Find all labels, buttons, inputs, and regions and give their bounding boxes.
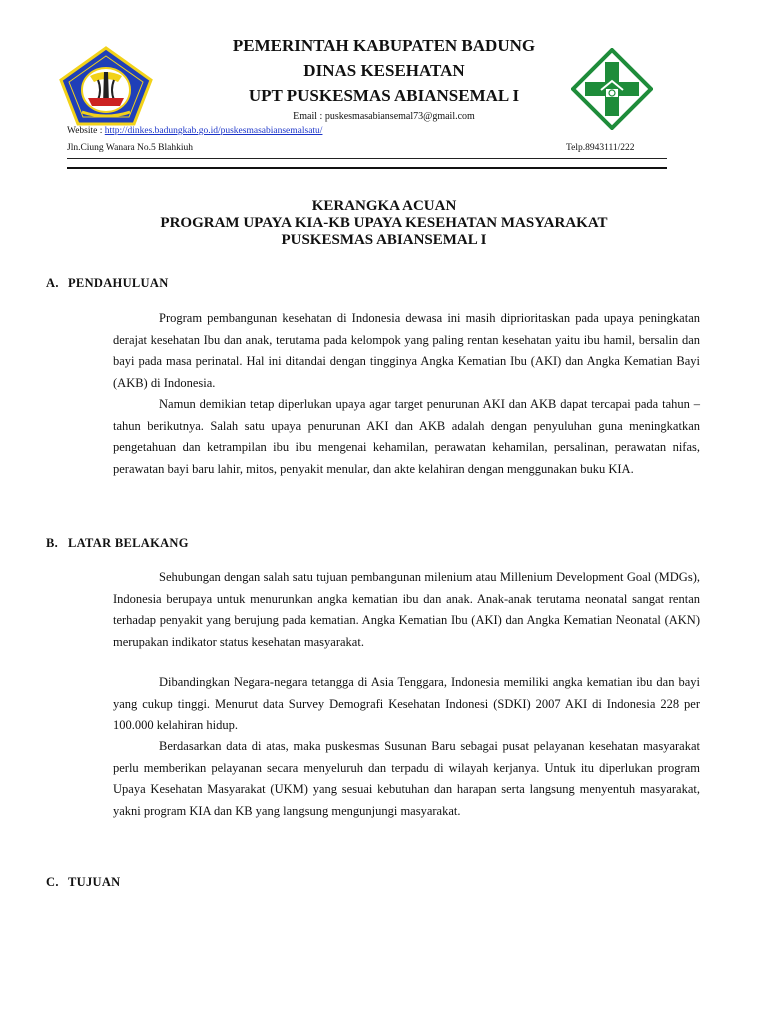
section-title: TUJUAN (68, 875, 121, 889)
letterhead-divider-thin (67, 158, 667, 159)
letterhead-phone: Telp.8943111/222 (566, 143, 635, 153)
letterhead-government-name: PEMERINTAH KABUPATEN BADUNG (232, 36, 536, 55)
section-letter: A. (46, 276, 59, 290)
website-link[interactable]: http://dinkes.badungkab.go.id/puskesmasabiansemalsatu/ (104, 126, 323, 136)
letterhead-department-name: DINAS KESEHATAN (303, 61, 465, 80)
section-letter: B. (46, 536, 59, 550)
puskesmas-green-cross-icon (571, 48, 653, 130)
kabupaten-badung-crest-icon (58, 46, 154, 126)
pendahuluan-paragraph-2: Namun demikian tetap diperlukan upaya agar target penurunan AKI dan AKB dapat tercapai pada tahun – tahun berikutnya. Salah satu upaya penurunan AKI dan AKB adalah dengan penyuluhan guna meningkatkan pengetahuan dan ketrampilan ibu ibu mengenai kehamilan, perawatan kehamilan, persalinan, perawatan nifas, perawatan bayi baru lahir, mitos, penyakit menular, dan akte kelahiran dengan menggunakan buku KIA. (113, 397, 700, 476)
website-label: Website : (67, 126, 105, 136)
section-heading-latar-belakang (46, 536, 189, 551)
document-title: KERANGKA ACUAN (311, 198, 457, 214)
section-title: LATAR BELAKANG (68, 536, 189, 550)
latar-belakang-paragraph-2: Dibandingkan Negara-negara tetangga di Asia Tenggara, Indonesia memiliki angka kematian ibu dan bayi yang cukup tinggi. Menurut data Survey Demografi Kesehatan Indonesi (SDKI) 2007 AKI di Indonesia 228 per 100.000 kelahiran hidup. (113, 675, 700, 733)
document-subtitle-program: PROGRAM UPAYA KIA-KB UPAYA KESEHATAN MASYARAKAT (160, 215, 608, 231)
latar-belakang-paragraph-3: Berdasarkan data di atas, maka puskesmas Susunan Baru sebagai pusat pelayanan kesehatan masyarakat perlu memberikan pelayanan secara menyeluruh dan terpadu di wilayah kerjanya. Untuk itu diperlukan program Upaya Kesehatan Masyarakat (UKM) yang sesuai kebutuhan dan harapan serta langsung menyentuh masyarakat, yakni program KIA dan KB yang langsung mengunjungi masyarakat. (113, 739, 700, 818)
latar-belakang-paragraph-1: Sehubungan dengan salah satu tujuan pembangunan milenium atau Millenium Development Goal (MDGs), Indonesia berupaya untuk menurunkan angka kematian ibu dan anak. Anak-anak terutama neonatal sangat rentan terhadap penyakit yang berujung pada kematian. Angka Kematian Ibu (AKI) dan Angka Kematian Neonatal (AKN) merupakan indikator status kesehatan masyarakat. (113, 570, 700, 649)
letterhead-address: Jln.Ciung Wanara No.5 Blahkiuh (67, 143, 193, 153)
letterhead-email: Email : puskesmasabiansemal73@gmail.com (293, 111, 475, 122)
document-subtitle-puskesmas: PUSKESMAS ABIANSEMAL I (281, 232, 487, 248)
letterhead-website (67, 126, 322, 136)
section-title: PENDAHULUAN (68, 276, 169, 290)
section-heading-pendahuluan (46, 276, 169, 291)
section-heading-tujuan (46, 875, 121, 890)
section-letter: C. (46, 875, 59, 889)
letterhead-divider-thick (67, 167, 667, 169)
pendahuluan-paragraph-1: Program pembangunan kesehatan di Indonesia dewasa ini masih diprioritaskan pada upaya peningkatan derajat kesehatan Ibu dan anak, terutama pada kelompok yang paling rentan kesehatan yaitu ibu hamil, bersalin dan bayi pada masa perinatal. Hal ini ditandai dengan tingginya Angka Kematian Ibu (AKI) dan Angka Kematian Bayi (AKB) di Indonesia. (113, 311, 700, 390)
letterhead-puskesmas-name: UPT PUSKESMAS ABIANSEMAL I (248, 86, 520, 105)
